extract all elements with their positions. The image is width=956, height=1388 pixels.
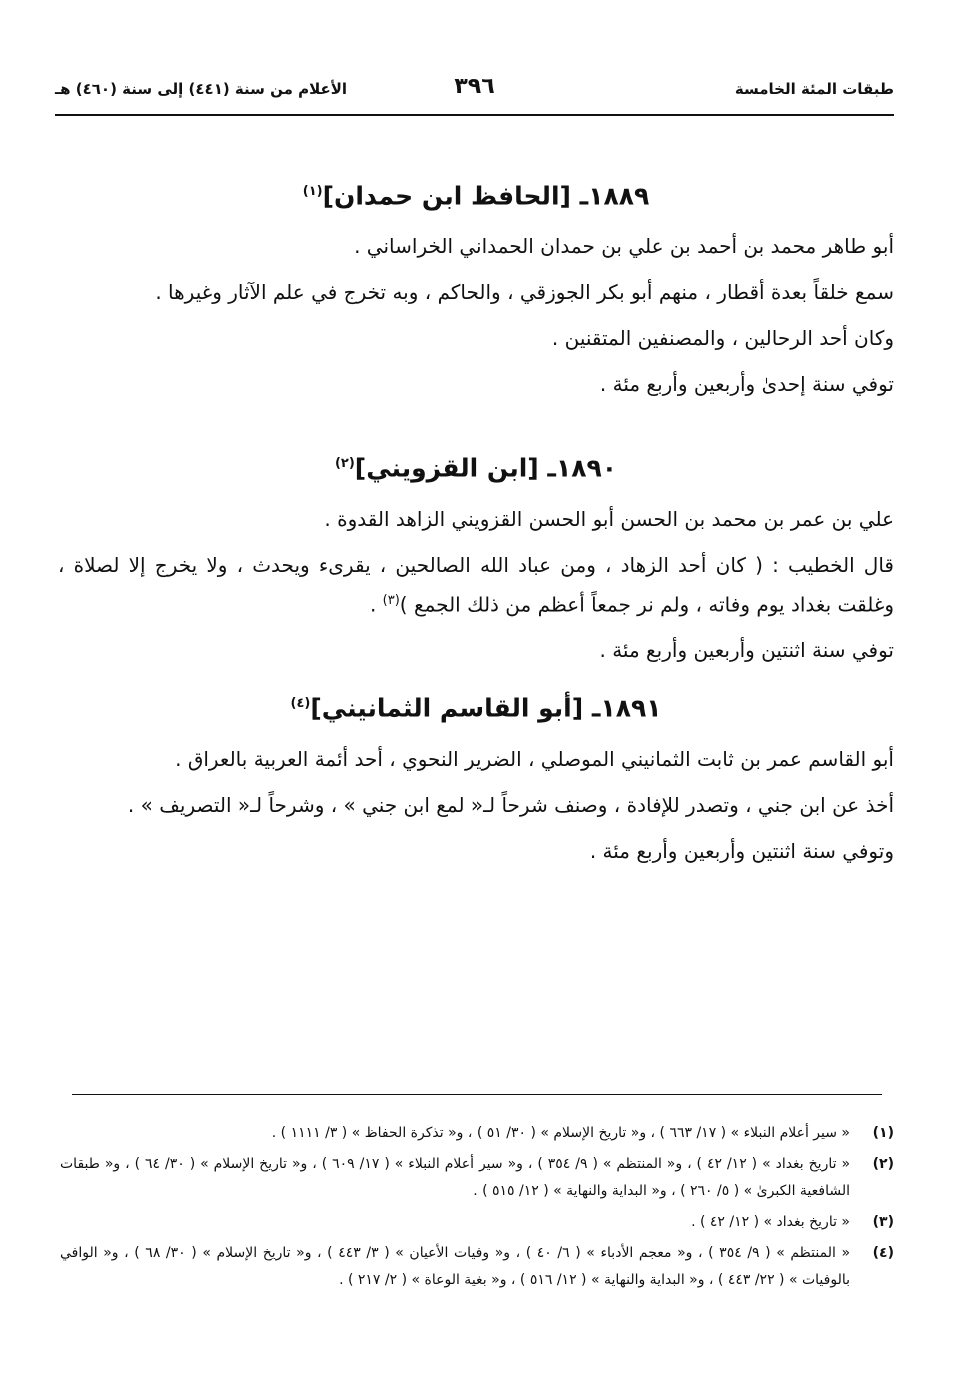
page-number: ٣٩٦ [454,74,495,99]
running-header [55,74,894,110]
footnote [60,1120,894,1147]
paragraph: سمع خلقاً بعدة أقطار ، منهم أبو بكر الجوزقي ، والحاكم ، وبه تخرج في علم الآثار وغيرها . [155,280,894,305]
footnote-text: « تاريخ بغداد » ( ١٢/ ٤٢ ) ، و« المنتظم » ( ٩/ ٣٥٤ ) ، و« سير أعلام النبلاء » ( ١٧/ ٦٠٩ ) ، و« تاريخ الإسلام » ( ٣٠/ ٦٤ ) ، و« طبقات الشافعية الكبرىٰ » ( ٥/ ٢٦٠ ) ، و« البداية والنهاية » ( ١٢/ ٥١٥ ) . [60,1156,851,1199]
footnote-number: (١) [872,1125,894,1141]
footnote-rule [72,1094,882,1095]
footnote-text: « سير أعلام النبلاء » ( ١٧/ ٦٦٣ ) ، و« تاريخ الإسلام » ( ٣٠/ ٥١ ) ، و« تذكرة الحفاظ » ( ٣/ ١١١١ ) . [271,1125,850,1141]
footnote-number: (٣) [872,1214,894,1230]
entry-title-1891 [58,682,894,730]
entry-title-1890 [58,442,894,490]
paragraph-quote [58,547,894,623]
footnote-ref: (٣) [382,592,400,608]
footnotes [60,1120,894,1298]
paragraph: علي بن عمر بن محمد بن الحسن أبو الحسن القزويني الزاهد القدوة . [324,506,894,531]
paragraph: وتوفي سنة اثنتين وأربعين وأربع مئة . [589,838,894,863]
entry-title-text: ١٨٩١ـ [أبو القاسم الثمانيني] [310,693,662,723]
paragraph: أخذ عن ابن جني ، وتصدر للإفادة ، وصنف شرحاً لـ« لمع ابن جني » ، وشرحاً لـ« التصريف » . [127,792,894,817]
paragraph: توفي سنة إحدىٰ وأربعين وأربع مئة . [599,372,894,397]
entry-title-text: ١٨٨٩ـ [الحافظ ابن حمدان] [322,181,650,211]
footnote-ref: (٤) [290,696,311,712]
footnote-text: « تاريخ بغداد » ( ١٢/ ٤٢ ) . [691,1214,850,1230]
entry-title-text: ١٨٩٠ـ [ابن القزويني] [354,453,618,483]
paragraph: وكان أحد الرحالين ، والمصنفين المتقنين . [551,326,894,351]
footnote-ref: (٢) [334,456,355,472]
paragraph: أبو طاهر محمد بن أحمد بن علي بن حمدان الحمداني الخراساني . [354,234,894,259]
footnote-number: (٢) [872,1156,894,1172]
entry-title-1889 [58,170,894,218]
footnote-ref: (١) [302,184,323,199]
footnote [60,1240,894,1294]
header-range-title: الأعلام من سنة (٤٤١) إلى سنة (٤٦٠) هـ [55,80,348,98]
header-book-title: طبقات المئة الخامسة [734,80,894,98]
footnote [60,1209,894,1236]
footnote-text: « المنتظم » ( ٩/ ٣٥٤ ) ، و« معجم الأدباء » ( ٦/ ٤٠ ) ، و« وفيات الأعيان » ( ٣/ ٤٤٣ ) ، و« تاريخ الإسلام » ( ٣٠/ ٦٨ ) ، و« الوافي بالوفيات » ( ٢٢/ ٤٤٣ ) ، و« البداية والنهاية » ( ١٢/ ٥١٦ ) ، و« بغية الوعاة » ( ٢/ ٢١٧ ) . [60,1245,851,1288]
quote-tail: . [369,592,383,617]
quote-text: قال الخطيب : ( كان أحد الزهاد ، ومن عباد الله الصالحين ، يقرىء ويحدث ، ولا يخرج إلا لصلاة ، وغلقت بغداد يوم وفاته ، ولم نر جمعاً أعظم من ذلك الجمع ) [58,552,894,617]
footnote [60,1151,894,1205]
paragraph: توفي سنة اثنتين وأربعين وأربع مئة . [599,638,894,663]
header-rule [55,114,894,116]
footnote-number: (٤) [872,1245,894,1261]
paragraph: أبو القاسم عمر بن ثابت الثمانيني الموصلي ، الضرير النحوي ، أحد أئمة العربية بالعراق . [175,746,894,771]
main-text [58,170,894,869]
